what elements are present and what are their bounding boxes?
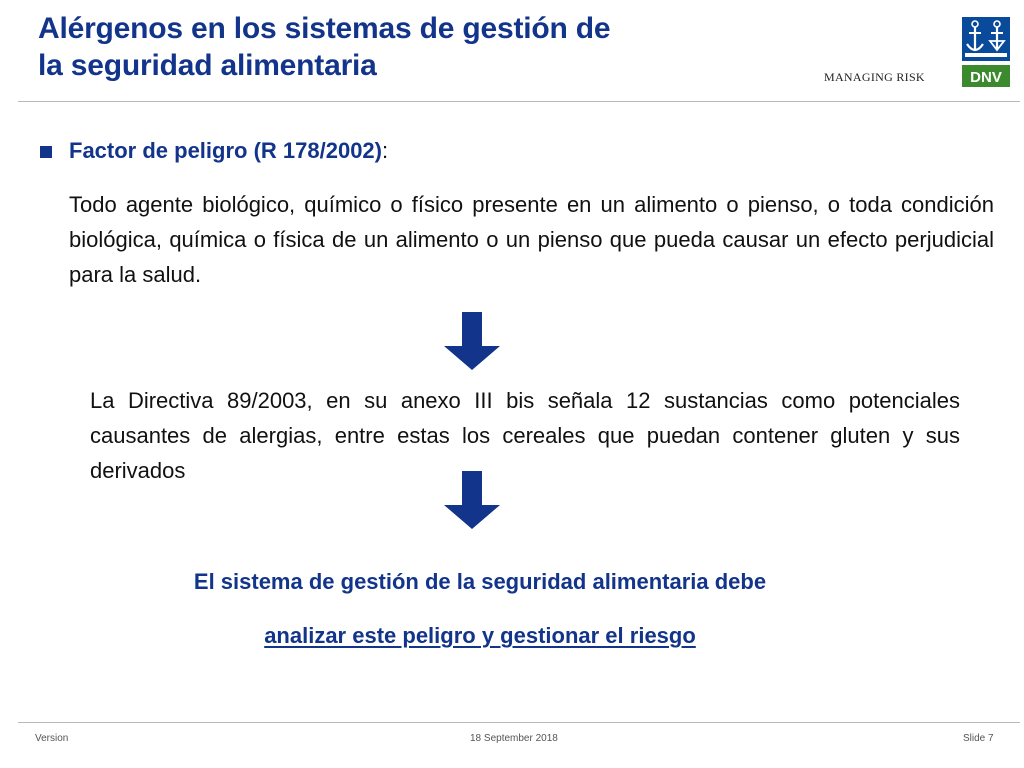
slide-title	[38, 10, 798, 84]
anchor-emblem-icon	[962, 17, 1010, 61]
square-bullet-icon	[40, 146, 52, 158]
down-arrow-icon	[444, 471, 500, 529]
dnv-logo-text: DNV	[970, 69, 1002, 86]
factor-label: Factor de peligro (R 178/2002)	[69, 138, 382, 163]
directiva-text: La Directiva 89/2003, en su anexo III bis señala 12 sustancias como potenciales causantes de alergias, entre estas los cereales que puedan contener gluten y sus derivados	[90, 388, 960, 483]
factor-heading	[69, 138, 388, 164]
header-divider	[18, 101, 1020, 102]
conclusion-line-1: El sistema de gestión de la seguridad alimentaria debe	[193, 569, 767, 594]
footer-version: Version	[35, 733, 69, 744]
hazard-definition: Todo agente biológico, químico o físico presente en un alimento o pienso, o toda condición biológica, química o física de un alimento o un pienso que pueda causar un efecto perjudicial para la salud.	[69, 192, 994, 287]
down-arrow-icon	[444, 312, 500, 370]
factor-colon: :	[382, 138, 389, 163]
footer-slide-number: Slide 7	[963, 733, 994, 744]
title-line-1: Alérgenos en los sistemas de gestión de	[38, 12, 611, 45]
footer-divider	[18, 722, 1020, 723]
footer-date: 18 September 2018	[470, 733, 558, 744]
dnv-logo	[962, 17, 1010, 89]
managing-risk-tagline: MANAGING RISK	[824, 70, 925, 84]
title-line-2: la seguridad alimentaria	[38, 49, 377, 82]
conclusion-line-2: analizar este peligro y gestionar el riesgo	[264, 623, 696, 648]
